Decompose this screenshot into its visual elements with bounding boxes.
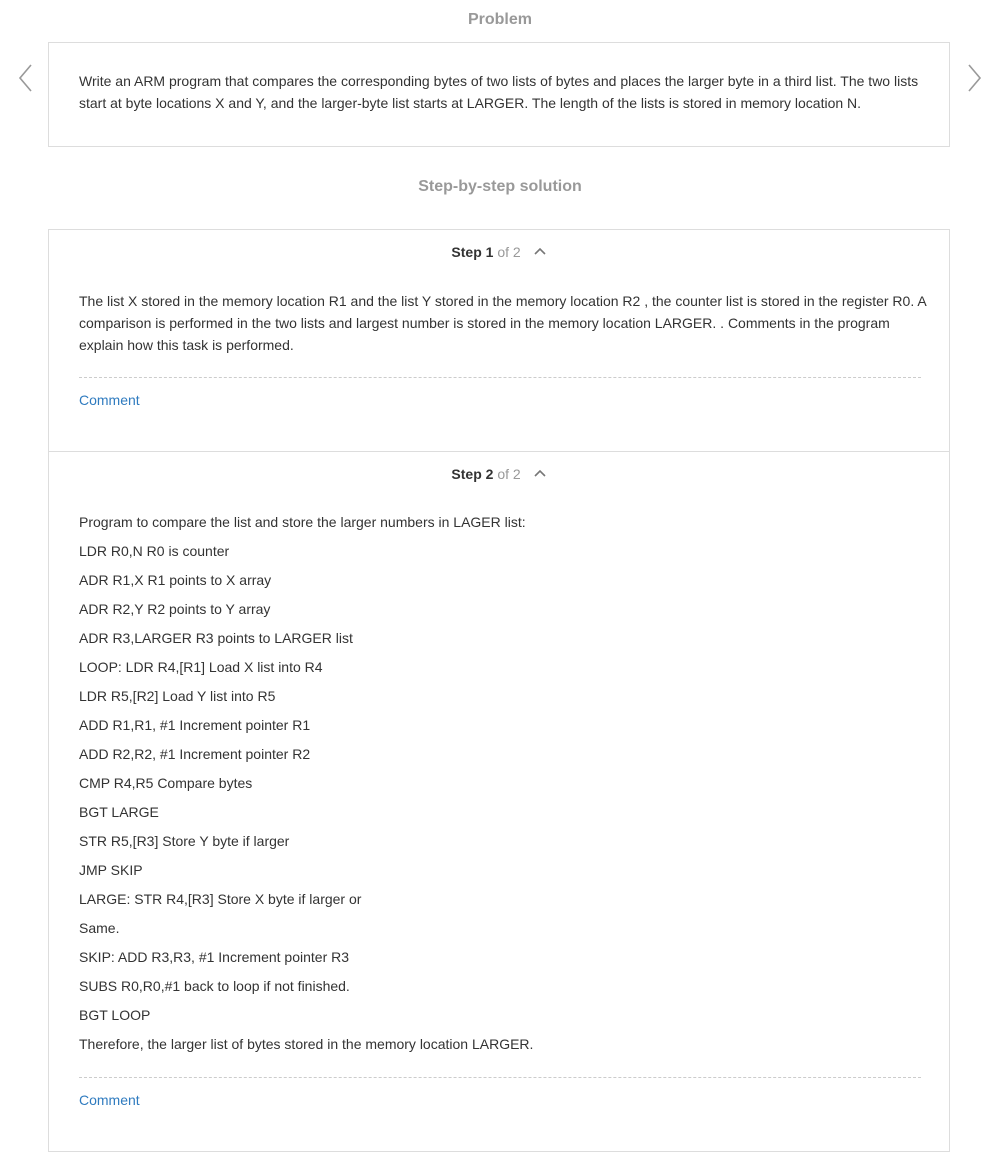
comment-link[interactable]: Comment — [79, 392, 140, 408]
code-line: LARGE: STR R4,[R3] Store X byte if larger or — [79, 891, 362, 907]
code-line: LDR R0,N R0 is counter — [79, 543, 230, 559]
solution-title: Step-by-step solution — [418, 178, 582, 195]
step-1-card — [48, 229, 950, 452]
step-2-header — [49, 464, 949, 484]
previous-button[interactable] — [16, 62, 36, 94]
problem-title: Problem — [467, 11, 532, 28]
step-2-code — [79, 508, 929, 1059]
code-line: STR R5,[R3] Store Y byte if larger — [79, 833, 290, 849]
comment-link[interactable]: Comment — [79, 1092, 140, 1108]
chevron-left-icon — [16, 62, 36, 94]
code-line: SKIP: ADD R3,R3, #1 Increment pointer R3 — [79, 949, 350, 965]
step-label: Step 2 — [451, 466, 494, 482]
code-line: BGT LARGE — [79, 804, 159, 820]
collapse-step-1-button[interactable] — [533, 241, 547, 261]
step-1-header — [49, 242, 949, 262]
divider — [79, 1077, 921, 1078]
chevron-right-icon — [964, 62, 984, 94]
code-line: JMP SKIP — [79, 862, 143, 878]
divider — [79, 377, 921, 378]
code-line: ADD R2,R2, #1 Increment pointer R2 — [79, 746, 311, 762]
code-line: LOOP: LDR R4,[R1] Load X list into R4 — [79, 659, 323, 675]
code-line: ADD R1,R1, #1 Increment pointer R1 — [79, 717, 311, 733]
step-of-label: of 2 — [497, 466, 521, 482]
problem-text: Write an ARM program that compares the corresponding bytes of two lists of bytes and places the larger byte in a third list. The two lists start at byte locations X and Y, and the larger-byte list starts at LARGER. The length of the lists is stored in memory location N. — [79, 73, 919, 111]
next-button[interactable] — [964, 62, 984, 94]
code-line: CMP R4,R5 Compare bytes — [79, 775, 253, 791]
step-label: Step 1 — [451, 244, 494, 260]
code-line: Same. — [79, 920, 120, 936]
step-of-label: of 2 — [497, 244, 521, 260]
chevron-up-icon — [533, 246, 547, 256]
code-line: Therefore, the larger list of bytes stored in the memory location LARGER. — [79, 1036, 534, 1052]
code-line: LDR R5,[R2] Load Y list into R5 — [79, 688, 276, 704]
code-line: BGT LOOP — [79, 1007, 151, 1023]
code-line: ADR R1,X R1 points to X array — [79, 572, 272, 588]
code-line: ADR R3,LARGER R3 points to LARGER list — [79, 630, 353, 646]
collapse-step-2-button[interactable] — [533, 463, 547, 483]
code-line: SUBS R0,R0,#1 back to loop if not finished. — [79, 978, 350, 994]
step-1-text: The list X stored in the memory location R1 and the list Y stored in the memory location R2 , the counter list is stored in the register R0. A comparison is performed in the two lists and largest number is stored in the memory location LARGER. . Comments in the program explain how this task is performed. — [79, 293, 926, 353]
code-line: ADR R2,Y R2 points to Y array — [79, 601, 271, 617]
problem-card — [48, 42, 950, 147]
code-line: Program to compare the list and store the larger numbers in LAGER list: — [79, 514, 526, 530]
step-2-card — [48, 451, 950, 1152]
chevron-up-icon — [533, 468, 547, 478]
